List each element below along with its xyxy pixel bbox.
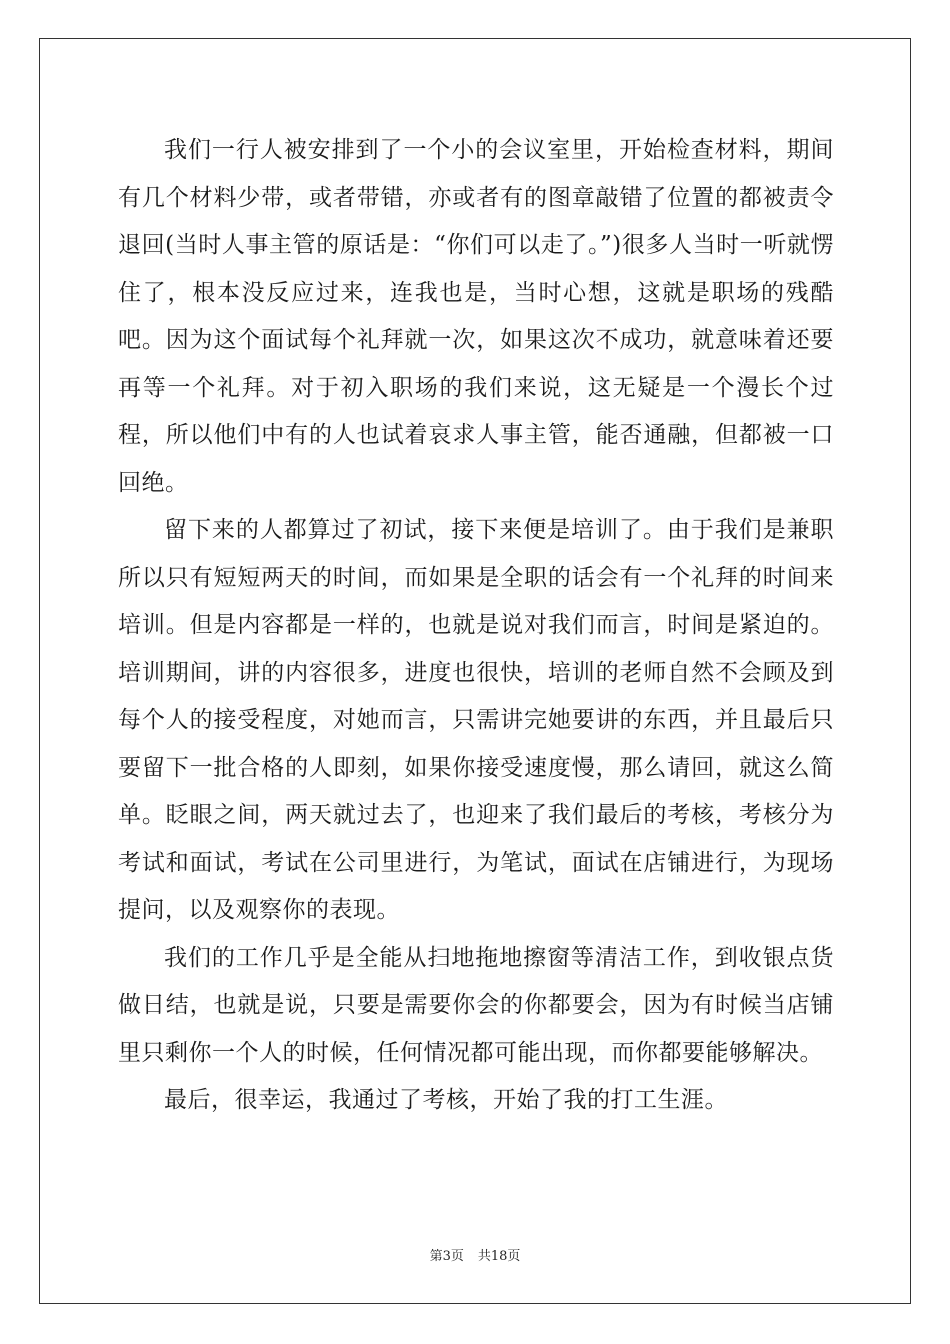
document-body: [118, 127, 834, 1125]
paragraph: 留下来的人都算过了初试，接下来便是培训了。由于我们是兼职所以只有短短两天的时间，而如果是全职的话会有一个礼拜的时间来培训。但是内容都是一样的，也就是说对我们而言，时间是紧迫的。培训期间，讲的内容很多，进度也很快，培训的老师自然不会顾及到每个人的接受程度，对她而言，只需讲完她要讲的东西，并且最后只要留下一批合格的人即刻，如果你接受速度慢，那么请回，就这么简单。眨眼之间，两天就过去了，也迎来了我们最后的考核，考核分为考试和面试，考试在公司里进行，为笔试，面试在店铺进行，为现场提问，以及观察你的表现。: [118, 517, 834, 923]
paragraph: 最后，很幸运，我通过了考核，开始了我的打工生涯。: [164, 1087, 728, 1113]
page-footer: [0, 1245, 950, 1264]
paragraph: 我们的工作几乎是全能从扫地拖地擦窗等清洁工作，到收银点货做日结，也就是说，只要是需要你会的你都要会，因为有时候当店铺里只剩你一个人的时候，任何情况都可能出现，而你都要能够解决。: [118, 944, 834, 1066]
paragraph: 我们一行人被安排到了一个小的会议室里，开始检查材料，期间有几个材料少带，或者带错，亦或者有的图章敲错了位置的都被责令退回(当时人事主管的原话是：“你们可以走了。”)很多人当时一听就愣住了，根本没反应过来，连我也是，当时心想，这就是职场的残酷吧。因为这个面试每个礼拜就一次，如果这次不成功，就意味着还要再等一个礼拜。对于初入职场的我们来说，这无疑是一个漫长个过程，所以他们中有的人也试着哀求人事主管，能否通融，但都被一口回绝。: [118, 137, 834, 496]
page-total: 共18页: [477, 1249, 521, 1264]
page-number: 第3页: [429, 1249, 464, 1264]
